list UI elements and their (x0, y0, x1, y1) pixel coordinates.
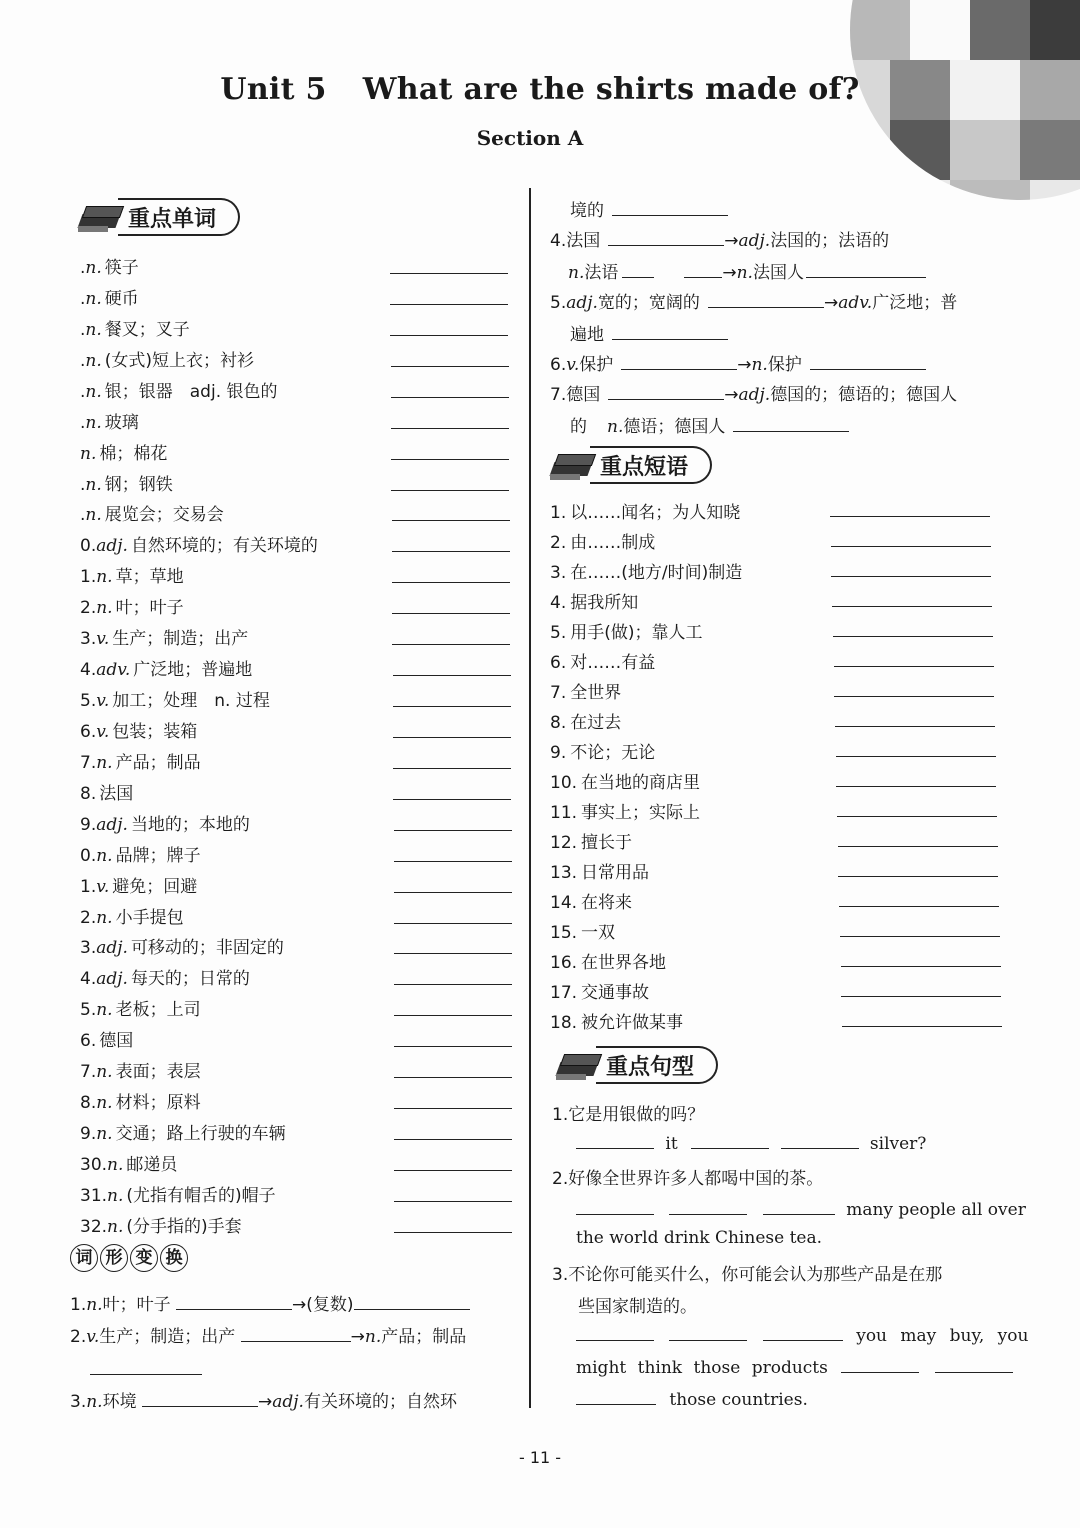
vocab-meaning: 每天的；日常的 (130, 969, 250, 989)
answer-blank[interactable] (691, 1132, 769, 1149)
word-forms-badge (70, 1244, 190, 1272)
answer-blank[interactable] (684, 261, 722, 278)
vocab-pos: n. (107, 1186, 124, 1206)
vocab-item (80, 717, 197, 742)
vocab-pos: adv. (96, 660, 131, 680)
vocab-pos: n. (96, 1093, 113, 1113)
vocab-item (80, 315, 190, 340)
vocab-meaning: 材料；原料 (115, 1093, 201, 1113)
phrase-number: 14. (550, 893, 578, 913)
answer-blank[interactable] (576, 1132, 654, 1149)
phrase-number: 18. (550, 1013, 578, 1033)
sentence-answer: you may buy, you (576, 1324, 1028, 1346)
word-form-item: 4.法国 →adj.法国的；法语的 (550, 231, 890, 251)
phrase-number: 1. (550, 503, 567, 523)
vocab-pos: adj. (96, 969, 128, 989)
vocab-pos: n. (85, 475, 102, 495)
answer-blank[interactable] (394, 861, 512, 862)
vocab-meaning: 玻璃 (104, 413, 139, 433)
vocab-pos: n. (85, 505, 102, 525)
vocab-item (80, 1026, 133, 1051)
vocab-meaning: 德国 (99, 1031, 134, 1051)
vocab-item (80, 748, 201, 773)
phrase-text: 全世界 (570, 683, 622, 703)
vocab-number: 5. (80, 1000, 97, 1020)
answer-blank[interactable] (394, 923, 512, 924)
vocab-pos: n. (96, 908, 113, 928)
answer-blank[interactable] (394, 1232, 512, 1233)
vocab-number: 32. (80, 1217, 108, 1237)
word-form-item: 2.v.生产；制造；出产 →n.产品；制品 (70, 1327, 467, 1347)
vocab-meaning: 老板；上司 (115, 1000, 201, 1020)
phrase-item (550, 798, 700, 823)
vocab-number: 30. (80, 1155, 108, 1175)
column-divider (529, 188, 531, 1408)
vocab-pos: n. (96, 1062, 113, 1082)
vocab-pos: adj. (96, 815, 128, 835)
sentence-answer: many people all over (576, 1198, 1026, 1220)
phrase-number: 5. (550, 623, 567, 643)
phrases-badge (550, 444, 712, 486)
answer-blank[interactable] (935, 1356, 1013, 1373)
sentence-answer: those countries. (576, 1388, 808, 1410)
vocab-item (80, 1088, 201, 1113)
vocab-item (80, 841, 201, 866)
vocab-number: . (80, 351, 86, 371)
vocab-number: . (80, 258, 86, 278)
phrases-badge-label: 重点短语 (590, 446, 712, 484)
vocab-pos: n. (96, 1124, 113, 1144)
word-form-item: 1.n.叶；叶子 →(复数) (70, 1290, 470, 1315)
phrase-item (550, 738, 655, 763)
answer-blank[interactable] (831, 576, 991, 577)
answer-blank[interactable] (608, 383, 724, 400)
answer-blank[interactable] (392, 613, 510, 614)
vocab-pos: n. (80, 444, 97, 464)
phrase-item (550, 618, 703, 643)
vocab-meaning: 包装；装箱 (112, 722, 198, 742)
answer-blank[interactable] (834, 696, 994, 697)
phrase-number: 6. (550, 653, 567, 673)
phrase-number: 7. (550, 683, 567, 703)
answer-blank[interactable] (393, 675, 511, 676)
answer-blank[interactable] (394, 830, 512, 831)
answer-blank[interactable] (142, 1390, 258, 1407)
phrase-number: 2. (550, 533, 567, 553)
word-form-item: 境的 (570, 196, 728, 221)
vocab-pos: n. (85, 320, 102, 340)
vocab-number: 8. (80, 1093, 97, 1113)
phrase-text: 一双 (581, 923, 616, 943)
vocab-meaning: 广泛地；普遍地 (133, 660, 253, 680)
vocab-number: 6. (80, 1031, 97, 1051)
sentence-answer: might think those products (576, 1356, 1013, 1378)
vocab-item (80, 655, 252, 680)
phrase-number: 9. (550, 743, 567, 763)
word-form-item: 的 n.德语；德国人 (570, 412, 849, 437)
phrase-text: 在将来 (581, 893, 633, 913)
vocab-meaning: 小手提包 (115, 908, 184, 928)
phrase-item (550, 858, 649, 883)
vocab-pos: n. (85, 289, 102, 309)
vocab-badge-label: 重点单词 (118, 198, 240, 236)
section-title: Section A (476, 126, 584, 150)
answer-blank[interactable] (763, 1198, 835, 1215)
phrase-text: 被允许做某事 (581, 1013, 684, 1033)
answer-blank[interactable] (394, 1201, 512, 1202)
vocab-number: 3. (80, 629, 97, 649)
word-form-item: 3.n.环境 →adj.有关环境的；自然环 (70, 1392, 457, 1412)
vocab-meaning: 草；草地 (115, 567, 184, 587)
answer-blank[interactable] (390, 335, 508, 336)
answer-blank[interactable] (840, 936, 1000, 937)
page-title (0, 72, 1080, 107)
vocab-meaning: 品牌；牌子 (115, 846, 201, 866)
vocab-pos: n. (85, 351, 102, 371)
answer-blank[interactable] (608, 229, 724, 246)
answer-blank[interactable] (612, 199, 728, 216)
vocab-item (80, 624, 248, 649)
sentence-prompt: 些国家制造的。 (578, 1297, 697, 1317)
phrase-text: 在……(地方/时间)制造 (570, 563, 743, 583)
vocab-meaning: 加工；处理 n. 过程 (112, 691, 270, 711)
answer-blank[interactable] (833, 636, 993, 637)
answer-blank[interactable] (708, 291, 824, 308)
answer-blank[interactable] (392, 520, 510, 521)
vocab-number: 8. (80, 784, 97, 804)
answer-blank[interactable] (241, 1325, 351, 1342)
phrase-item (550, 558, 742, 583)
answer-blank[interactable] (391, 490, 509, 491)
phrase-item (550, 528, 655, 553)
vocab-item (80, 1181, 276, 1206)
phrase-text: 用手(做)；靠人工 (570, 623, 703, 643)
phrase-item (550, 588, 638, 613)
books-icon (550, 448, 594, 482)
vocab-item (80, 562, 184, 587)
answer-blank[interactable] (354, 1293, 470, 1310)
word-forms-char: 换 (160, 1244, 188, 1272)
phrase-item (550, 888, 632, 913)
sentences-badge (556, 1044, 718, 1086)
vocab-number: . (80, 413, 86, 433)
phrase-item (550, 678, 621, 703)
phrase-text: 在当地的商店里 (581, 773, 701, 793)
vocab-meaning: 银；银器 adj. 银色的 (104, 382, 278, 402)
vocab-pos: n. (85, 382, 102, 402)
answer-blank[interactable] (392, 644, 510, 645)
vocab-item (80, 1212, 242, 1237)
vocab-pos: n. (96, 598, 113, 618)
vocab-pos: n. (96, 567, 113, 587)
vocab-item (80, 593, 184, 618)
vocab-pos: n. (85, 413, 102, 433)
answer-blank[interactable] (90, 1374, 202, 1375)
sentence-prompt: 1.它是用银做的吗？ (552, 1105, 705, 1125)
answer-blank[interactable] (391, 397, 509, 398)
word-forms-char: 变 (130, 1244, 158, 1272)
vocab-number: 6. (80, 722, 97, 742)
answer-blank[interactable] (391, 459, 509, 460)
answer-blank[interactable] (393, 737, 511, 738)
vocab-number: 1. (80, 567, 97, 587)
vocab-number: 9. (80, 815, 97, 835)
vocab-number: 4. (80, 969, 97, 989)
vocab-item (80, 964, 250, 989)
answer-blank[interactable] (841, 996, 1001, 997)
vocab-pos: n. (85, 258, 102, 278)
answer-blank[interactable] (394, 1077, 512, 1078)
answer-blank[interactable] (393, 706, 511, 707)
answer-blank[interactable] (394, 1170, 512, 1171)
vocab-meaning: 自然环境的；有关环境的 (130, 536, 318, 556)
vocab-meaning: 筷子 (104, 258, 139, 278)
phrase-text: 不论；无论 (570, 743, 656, 763)
phrase-number: 11. (550, 803, 578, 823)
phrase-item (550, 708, 621, 733)
vocab-pos: v. (96, 691, 110, 711)
answer-blank[interactable] (622, 261, 654, 278)
vocab-meaning: (尤指有帽舌的)帽子 (126, 1186, 276, 1206)
sentences-badge-label: 重点句型 (596, 1046, 718, 1084)
sentence-answer: the world drink Chinese tea. (576, 1228, 823, 1248)
phrase-item (550, 1008, 683, 1033)
vocab-meaning: 硬币 (104, 289, 139, 309)
vocab-pos: v. (96, 629, 110, 649)
vocab-meaning: 叶；叶子 (115, 598, 184, 618)
phrase-text: 由……制成 (570, 533, 656, 553)
phrase-item (550, 828, 632, 853)
vocab-pos: n. (107, 1155, 124, 1175)
vocab-number: 4. (80, 660, 97, 680)
answer-blank[interactable] (394, 1046, 512, 1047)
phrase-number: 3. (550, 563, 567, 583)
answer-blank[interactable] (394, 1108, 512, 1109)
answer-blank[interactable] (394, 953, 512, 954)
answer-blank[interactable] (176, 1293, 292, 1310)
answer-blank[interactable] (576, 1324, 654, 1341)
answer-blank[interactable] (781, 1132, 859, 1149)
vocab-item (80, 284, 139, 309)
vocab-number: 31. (80, 1186, 108, 1206)
sentence-prompt: 2.好像全世界许多人都喝中国的茶。 (552, 1169, 824, 1189)
answer-blank[interactable] (733, 415, 849, 432)
vocab-pos: n. (96, 753, 113, 773)
answer-blank[interactable] (838, 846, 998, 847)
vocab-item (80, 872, 197, 897)
vocab-meaning: 法国 (99, 784, 134, 804)
vocab-meaning: 钢；钢铁 (104, 475, 173, 495)
vocab-number: 1. (80, 877, 97, 897)
vocab-meaning: 棉；棉花 (99, 444, 168, 464)
word-form-item: 6.v.保护 →n.保护 (550, 350, 926, 375)
word-forms-char: 词 (70, 1244, 98, 1272)
phrase-item (550, 498, 740, 523)
vocab-meaning: 可移动的；非固定的 (130, 938, 284, 958)
vocab-meaning: 生产；制造；出产 (112, 629, 249, 649)
answer-blank[interactable] (392, 582, 510, 583)
phrase-text: 交通事故 (581, 983, 650, 1003)
word-form-item: 5.adj.宽的；宽阔的 →adv.广泛地；普 (550, 293, 958, 313)
phrase-item (550, 648, 655, 673)
phrase-text: 在过去 (570, 713, 622, 733)
vocab-item (80, 779, 133, 804)
phrase-number: 13. (550, 863, 578, 883)
vocab-pos: n. (96, 846, 113, 866)
phrase-item (550, 978, 649, 1003)
answer-blank[interactable] (391, 428, 509, 429)
vocab-item (80, 686, 270, 711)
answer-blank[interactable] (842, 1026, 1002, 1027)
phrase-number: 12. (550, 833, 578, 853)
vocab-item (80, 253, 139, 278)
answer-blank[interactable] (841, 1356, 919, 1373)
phrase-item (550, 768, 700, 793)
phrase-number: 8. (550, 713, 567, 733)
answer-blank[interactable] (576, 1198, 654, 1215)
answer-blank[interactable] (391, 366, 509, 367)
answer-blank[interactable] (837, 816, 997, 817)
vocab-meaning: 表面；表层 (115, 1062, 201, 1082)
answer-blank[interactable] (831, 546, 991, 547)
sentence-answer: it silver? (576, 1132, 926, 1154)
vocab-meaning: 展览会；交易会 (104, 505, 224, 525)
vocab-item (80, 531, 318, 556)
vocab-item (80, 408, 139, 433)
vocab-pos: n. (107, 1217, 124, 1237)
vocab-item (80, 995, 201, 1020)
answer-blank[interactable] (393, 799, 511, 800)
vocab-meaning: 餐叉；叉子 (104, 320, 190, 340)
answer-blank[interactable] (390, 273, 508, 274)
phrase-text: 事实上；实际上 (581, 803, 701, 823)
vocab-pos: v. (96, 877, 110, 897)
word-form-item: 遍地 (570, 320, 728, 345)
answer-blank[interactable] (392, 551, 510, 552)
phrase-text: 对……有益 (570, 653, 656, 673)
vocab-pos: adj. (96, 536, 128, 556)
vocab-item (80, 377, 278, 402)
vocab-item (80, 1150, 177, 1175)
sentence-prompt: 3.不论你可能买什么，你可能会认为那些产品是在那 (552, 1265, 943, 1285)
answer-blank[interactable] (763, 1324, 843, 1341)
vocab-number: 0. (80, 846, 97, 866)
vocab-number: 7. (80, 753, 97, 773)
phrase-number: 16. (550, 953, 578, 973)
vocab-item (80, 439, 167, 464)
vocab-badge (78, 196, 240, 238)
vocab-meaning: (分手指的)手套 (126, 1217, 242, 1237)
answer-blank[interactable] (832, 606, 992, 607)
answer-blank[interactable] (841, 966, 1001, 967)
vocab-item (80, 1057, 201, 1082)
vocab-item (80, 346, 254, 371)
vocab-item (80, 470, 173, 495)
books-icon (78, 200, 122, 234)
vocab-number: . (80, 475, 86, 495)
vocab-meaning: 产品；制品 (115, 753, 201, 773)
answer-blank[interactable] (621, 353, 737, 370)
vocab-meaning: 避免；回避 (112, 877, 198, 897)
phrase-item (550, 918, 615, 943)
answer-blank[interactable] (394, 892, 512, 893)
vocab-number: . (80, 505, 86, 525)
phrase-text: 在世界各地 (581, 953, 667, 973)
vocab-number: . (80, 289, 86, 309)
vocab-number: 7. (80, 1062, 97, 1082)
vocab-number: 5. (80, 691, 97, 711)
answer-blank[interactable] (576, 1388, 656, 1405)
vocab-number: 2. (80, 598, 97, 618)
phrase-number: 15. (550, 923, 578, 943)
vocab-meaning: 交通；路上行驶的车辆 (115, 1124, 286, 1144)
vocab-item (80, 810, 250, 835)
answer-blank[interactable] (806, 261, 926, 278)
vocab-pos: v. (96, 722, 110, 742)
vocab-number: 2. (80, 908, 97, 928)
phrase-text: 据我所知 (570, 593, 639, 613)
unit-label: Unit 5 (220, 72, 327, 107)
answer-blank[interactable] (394, 984, 512, 985)
vocab-item (80, 933, 284, 958)
answer-blank[interactable] (810, 353, 926, 370)
answer-blank[interactable] (835, 726, 995, 727)
vocab-meaning: (女式)短上衣；衬衫 (104, 351, 255, 371)
answer-blank[interactable] (394, 1015, 512, 1016)
unit-question: What are the shirts made of? (362, 72, 860, 107)
phrase-number: 10. (550, 773, 578, 793)
answer-blank[interactable] (669, 1324, 747, 1341)
phrase-item (550, 948, 666, 973)
answer-blank[interactable] (390, 304, 508, 305)
word-forms-char: 形 (100, 1244, 128, 1272)
answer-blank[interactable] (834, 666, 994, 667)
vocab-item (80, 1119, 286, 1144)
vocab-meaning: 邮递员 (126, 1155, 178, 1175)
vocab-pos: n. (96, 1000, 113, 1020)
phrase-text: 以……闻名；为人知晓 (570, 503, 741, 523)
answer-blank[interactable] (836, 786, 996, 787)
vocab-number: 3. (80, 938, 97, 958)
phrase-number: 17. (550, 983, 578, 1003)
vocab-number: 0. (80, 536, 97, 556)
page-number: - 11 - (518, 1448, 562, 1467)
phrase-text: 擅长于 (581, 833, 633, 853)
vocab-number: . (80, 320, 86, 340)
answer-blank[interactable] (830, 516, 990, 517)
vocab-item (80, 500, 224, 525)
answer-blank[interactable] (393, 768, 511, 769)
answer-blank[interactable] (612, 323, 728, 340)
answer-blank[interactable] (394, 1139, 512, 1140)
word-form-item: n.法语 →n.法国人 (568, 258, 926, 283)
phrase-number: 4. (550, 593, 567, 613)
vocab-number: 9. (80, 1124, 97, 1144)
answer-blank[interactable] (669, 1198, 747, 1215)
answer-blank[interactable] (836, 756, 996, 757)
vocab-item (80, 903, 184, 928)
word-form-item: 7.德国 →adj.德国的；德语的；德国人 (550, 385, 958, 405)
vocab-meaning: 当地的；本地的 (130, 815, 250, 835)
vocab-number: . (80, 382, 86, 402)
answer-blank[interactable] (838, 876, 998, 877)
answer-blank[interactable] (839, 906, 999, 907)
phrase-text: 日常用品 (581, 863, 650, 883)
books-icon (556, 1048, 600, 1082)
vocab-pos: adj. (96, 938, 128, 958)
